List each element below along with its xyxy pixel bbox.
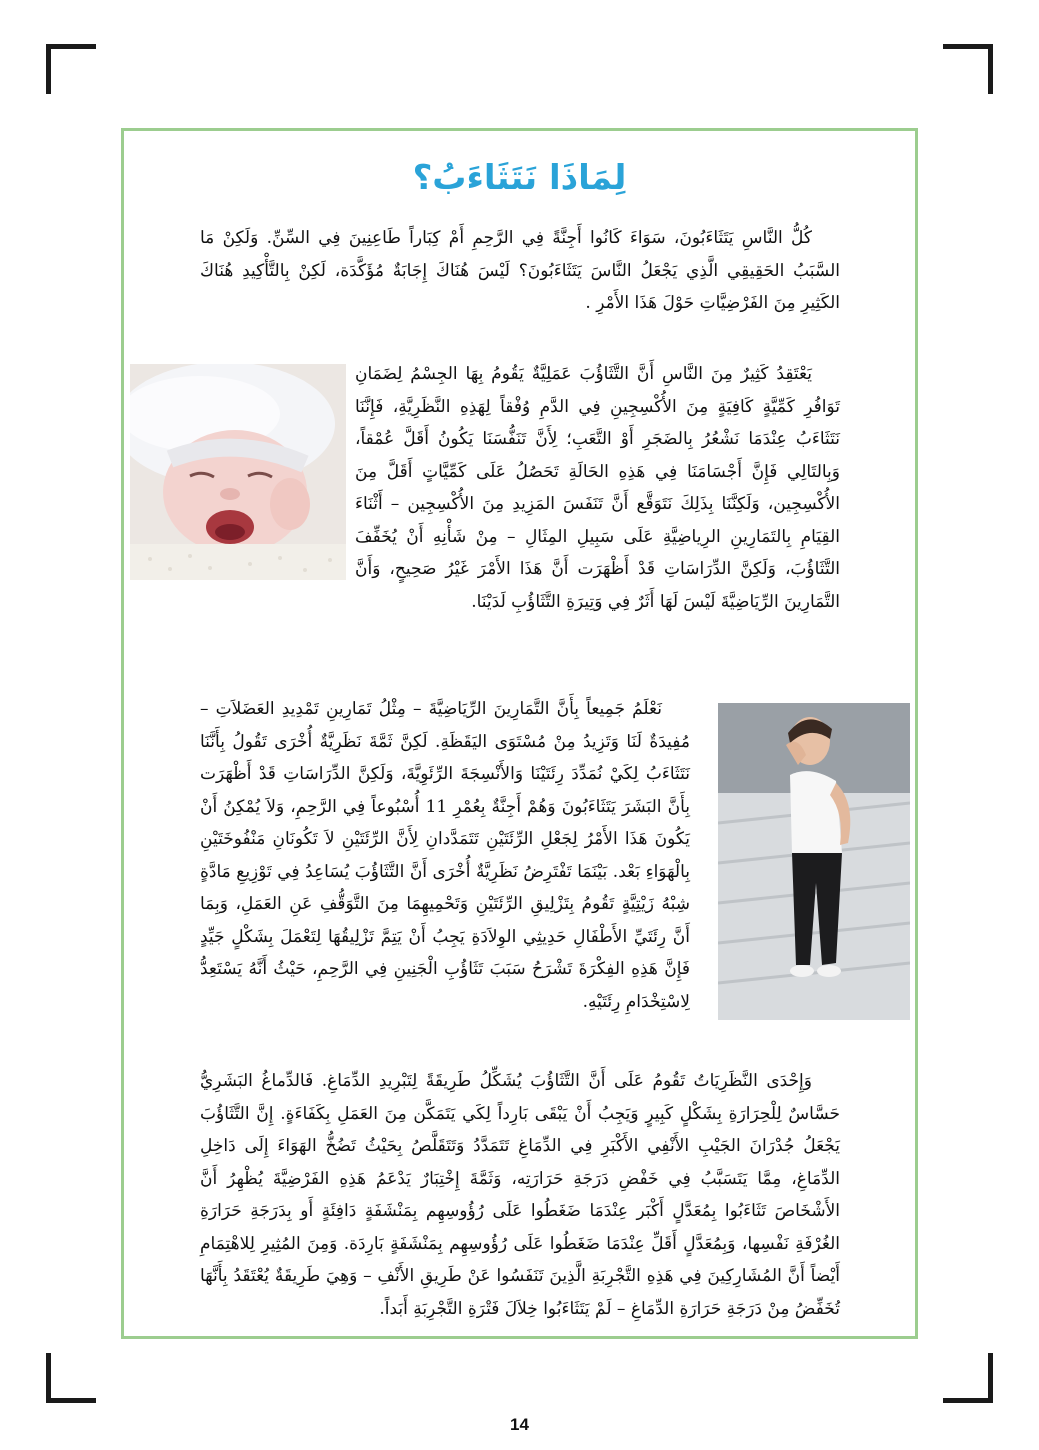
young-man-illustration [718,703,910,1020]
crop-mark-bottom-right-h [943,1398,993,1403]
crop-mark-top-right-v [988,44,993,94]
crop-mark-top-right-h [943,44,993,49]
young-man-yawning-photo [718,703,910,1020]
page-title: لِمَاذَا نَتَثَاءَبُ؟ [412,158,627,198]
crop-mark-top-left-v [46,44,51,94]
baby-yawning-photo [130,364,346,580]
crop-mark-bottom-left-h [46,1398,96,1403]
paragraph-text: كُلُّ النَّاسِ يَتَثَاءَبُونَ، سَوَاءَ كَانُوا أَجِنَّةً فِي الرَّحِمِ أَمْ كِبَاراً طَاعِنِينَ فِي السِّنِّ. وَلَكِنْ مَا السَّبَبُ الحَقِيقِي الَّذِي يَجْعَلُ النَّاسَ يَتَثَاءَبُونَ؟ لَيْسَ هُنَاكَ إِجَابَةٌ مُؤَكَّدَة، لَكِنْ بِالتَّأْكِيدِ هُنَاكَ الكَثِيرِ مِنَ الفَرْضِيَّاتِ حَوْلَ هَذَا الأَمْرِ . [200,228,840,313]
paragraph-brain-cooling-theory [200,1065,840,1325]
crop-mark-bottom-left-v [46,1353,51,1403]
paragraph-text: نَعْلَمُ جَمِيعاً بِأَنَّ التَّمَارِينَ الرِّيَاضِيَّةَ – مِثْلُ تَمَارِينِ تَمْدِيدِ العَضَلاَتِ – مُفِيدَةٌ لَنَا وَتَزِيدُ مِنْ مُسْتَوَى اليَقَظَةِ. لَكِنَّ ثَمَّةَ نَظَرِيَّةٌ أُخْرَى تَقُولُ بِأَنَّنَا نَتَثَاءَبُ لِكَيْ نُمَدِّدَ رِئَتَيْنَا وَالأَنْسِجَةَ الرِّئَوِيَّةَ، وَلَكِنَّ الدِّرَاسَاتِ قَدْ أَظْهَرَت بِأَنَّ البَشَرَ يَتَثَاءَبُونَ وَهُمْ أَجِنَّةٌ بِعُمْرِ 11 أُسْبُوعاً فِي الرَّحِمِ، وَلاَ يُمْكِنُ أَنْ يَكُونَ هَذَا الأَمْرُ لِجَعْلِ الرِّئَتَيْنِ تَتَمَدَّدانِ لِأَنَّ الرِّئَتَيْنِ لاَ تَكُونَانِ مَنْفُوخَتَيْنِ بِالْهَوَاءِ بَعْد. بَيْنَمَا تَفْتَرِضُ نَظَرِيَّةٌ أُخْرَى أَنَّ التَّثَاؤُبَ يُسَاعِدُ فِي تَوْزِيعِ مَادَّةٍ شِبْهُ زَيْتِيَّةٍ تَقُومُ بِتَزْلِيقِ الرِّئَتَيْنِ وَتَحْمِيهِمَا مِنَ التَّوَقُّفِ عَنِ العَمَلِ، وَبِمَا أَنَّ رِئَتَيِّ الأَطْفَالِ حَدِيثِي الوِلاَدَةِ يَجِبُ أَنْ يَتِمَّ تَزْلِيقُهَا لِتَعْمَلَ بِشَكْلٍ جَيِّدٍ فَإِنَّ هَذِهِ الفِكْرَةَ تَشْرَحُ سَبَبَ تَثَاؤُبِ الْجَنِينِ فِي الرَّحِمِ، حَيْثُ أَنَّهُ يَسْتَعِدُّ لِاسْتِخْدَامِ رِئَتَيْهِ. [200,699,690,1012]
page-number: 14 [510,1415,529,1434]
paragraph-text: يَعْتَقِدُ كَثِيرٌ مِنَ النَّاسِ أَنَّ التَّثَاؤُبَ عَمَلِيَّةٌ يَقُومُ بِهَا الجِسْمُ لِضَمَانِ تَوَافُرِ كَمِّيَّةٍ كَافِيَةٍ مِنَ الأُكْسِجِينِ فِي الدَّمِ وُفْقاً لِهَذِهِ النَّظَرِيَّةِ، فَإِنَّنَا نَتَثَاءَبُ عِنْدَمَا نَشْعُرُ بِالضَجَرِ أَوْ التَّعَبِ؛ لِأَنَّ تَنَفُّسَنَا يَكُونُ أَقَلَّ عُمْقاً، وَبِالتَالِي فَإِنَّ أَجْسَامَنَا فِي هَذِهِ الحَالَةِ تَحَصُلُ عَلَى كَمِّيَّاتٍ أَقَلَّ مِنَ الأُكْسِجِين، وَلَكِنَّنَا بِذَلِكَ نَتَوَقَّع أَنَّ تَنَفَسَ المَزِيدِ مِنَ الأُكْسِجِين – أَثْنَاءَ القِيَامِ بِالتَمَارِينِ الرِياضِيَّةِ عَلَى سَبِيلِ المِثَالِ – مِنْ شَأْنِهِ أَنْ يُخَفِّفَ التَّثَاؤُبَ، وَلَكِنَّ الدِّرَاسَاتِ قَدْ أَظْهَرَت أَنَّ هَذَا الأَمْرَ غَيْرُ صَحِيحٍ، وَأَنَّ التَّمَارِينَ الرِّيَاضِيَّةَ لَيْسَ لَهَا أَثَرٌ فِي وَتِيرَةِ التَّثَاؤُبِ لَدَيْنَا. [355,364,840,612]
paragraph-intro [200,222,840,320]
crop-mark-bottom-right-v [988,1353,993,1403]
paragraph-oxygen-theory [355,358,840,618]
crop-mark-top-left-h [46,44,96,49]
baby-illustration [130,364,346,580]
paragraph-text: وَإِحْدَى النَّظَرِيَاتُ تَقُومُ عَلَى أَنَّ التَّثَاؤُبَ يُشَكِّلُ طَرِيقَةً لِتَبْرِيدِ الدِّمَاغِ. فَالدِّماغُ البَشَرِيُّ حَسَّاسٌ لِلْحِرَارَةِ بِشَكْلٍ كَبِيرٍ وَيَجِبُ أَنْ يَبْقَى بَارِداً لِكَي يَتَمَكَّن مِنَ العَمَلِ بِكَفَاءَةٍ. إِنَّ التَّثَاؤُبَ يَجْعَلُ جُدْرَانَ الجَيْبِ الأَنْفِي الأَكْبَرِ فِي الدِّمَاغِ تَتَمَدَّدُ وَتَتَقَلَّصُ بِحَيْثُ تَضُخُّ الهَوَاءَ إِلَى دَاخِلِ الدِّمَاغِ، مِمَّا يَتَسَبَّبُ فِي خَفْضِ دَرَجَةِ حَرَارَتِه، وَثَمَّةَ إِخْتِبَارٌ يَدْعَمُ هَذِهِ الفَرْضِيَّةَ يُظْهِرُ أَنَّ الأَشْخَاصَ تَثَاءَبُوا بِمُعَدَّلٍ أَكْبَر عِنْدَمَا ضَغَطُوا عَلَى رُؤُوسِهِم بِمَنْشَفَةٍ دَافِئَةٍ أَو بِدَرَجَةِ حَرَارَةِ الغُرْفَةِ نَفْسِها، وَبِمُعَدَّلٍ أَقَلِّ عِنْدَمَا ضَغَطُوا عَلَى رُؤُوسِهِم بِمَنْشَفَةٍ بَارِدَة. وَمِنَ المُثِيرِ لِلاهْتِمَامِ أَيْضاً أَنَّ المُشَارِكِينَ فِي هَذِهِ التَّجْرِبَةِ الَّذِينَ تَنَفَسُوا عَنْ طَرِيقِ الأَنْفِ – وَهِيَ طَرِيقَةٌ يُعْتَقَدُ بِأَنَّهَا تُخَفِّضُ مِنْ دَرَجَةِ حَرَارَةِ الدِّمَاغِ – لَمْ يَتَثَاءَبُوا خِلاَلَ فَتْرَةِ التَّجْرِبَةِ أَبَداً. [200,1071,840,1319]
paragraph-lung-theory [200,693,690,1018]
